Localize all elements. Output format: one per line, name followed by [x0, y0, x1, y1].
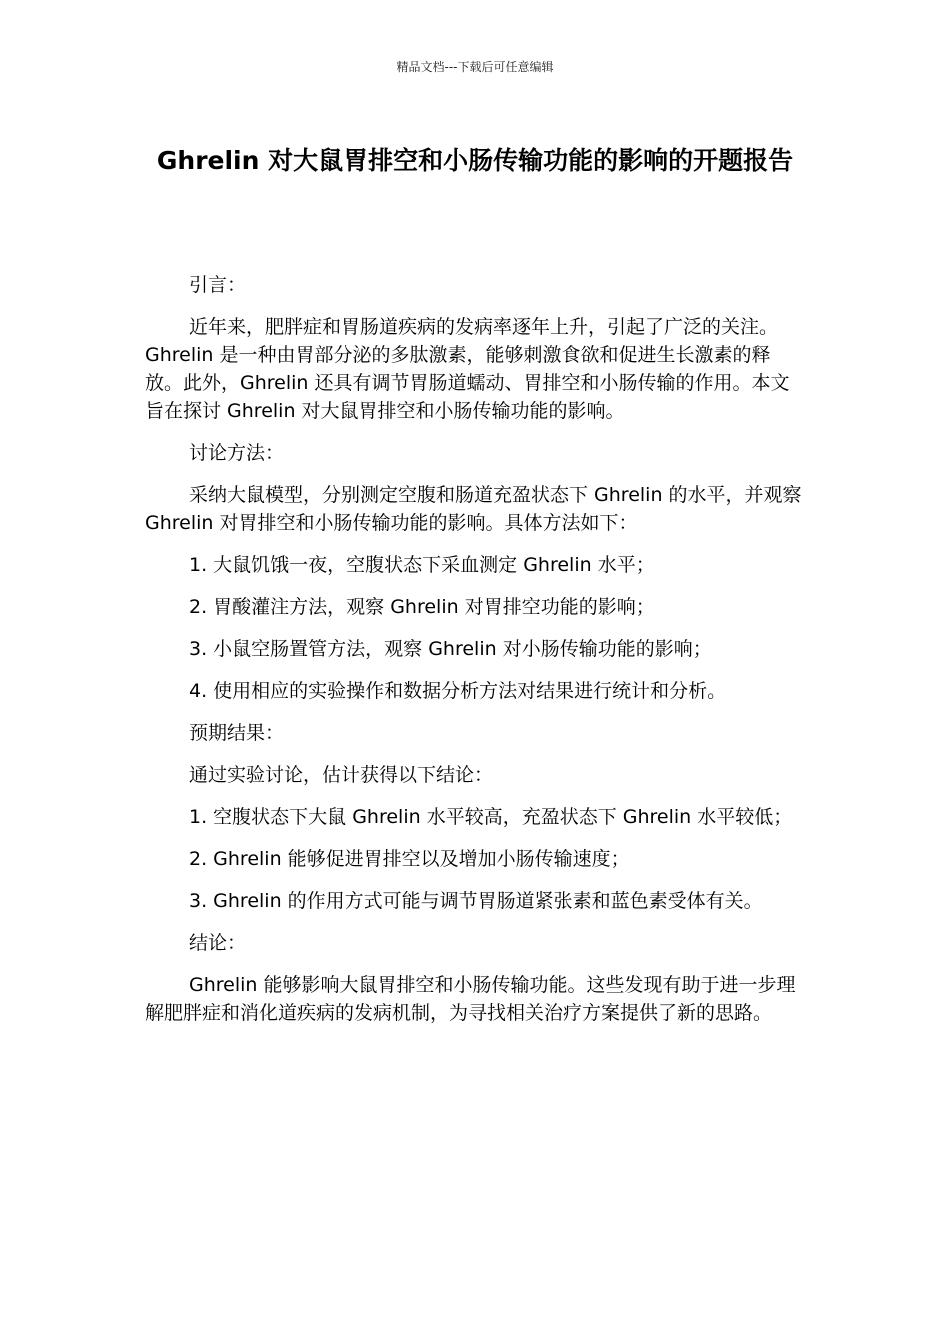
method-item: 1. 大鼠饥饿一夜，空腹状态下采血测定 Ghrelin 水平；	[189, 554, 655, 576]
expected-results-paragraph: 通过实验讨论，估计获得以下结论：	[189, 764, 494, 786]
intro-paragraph: 近年来，肥胖症和胃肠道疾病的发病率逐年上升，引起了广泛的关注。Ghrelin 是一种由胃部分泌的多肽激素，能够刺激食欲和促进生长激素的释放。此外，Ghrelin 还具有调节胃肠道蠕动、胃排空和小肠传输的作用。本文旨在探讨 Ghrelin 对大鼠胃排空和小肠传输功能的影响。	[145, 316, 790, 422]
result-item: 1. 空腹状态下大鼠 Ghrelin 水平较高，充盈状态下 Ghrelin 水平较低；	[189, 806, 793, 828]
download-note: 精品文档---下载后可任意编辑	[396, 60, 554, 74]
method-item: 4. 使用相应的实验操作和数据分析方法对结果进行统计和分析。	[189, 680, 727, 702]
conclusion-paragraph: Ghrelin 能够影响大鼠胃排空和小肠传输功能。这些发现有助于进一步理解肥胖症和消化道疾病的发病机制，为寻找相关治疗方案提供了新的思路。	[145, 974, 796, 1024]
section-heading-intro: 引言：	[189, 274, 247, 296]
section-heading-conclusion: 结论：	[189, 932, 247, 954]
section-heading-expected-results: 预期结果：	[189, 722, 285, 744]
section-heading-methods: 讨论方法：	[189, 442, 285, 464]
methods-paragraph: 采纳大鼠模型，分别测定空腹和肠道充盈状态下 Ghrelin 的水平，并观察 Ghrelin 对胃排空和小肠传输功能的影响。具体方法如下：	[145, 484, 802, 534]
document-body	[145, 271, 807, 1041]
method-item: 2. 胃酸灌注方法，观察 Ghrelin 对胃排空功能的影响；	[189, 596, 655, 618]
result-item: 2. Ghrelin 能够促进胃排空以及增加小肠传输速度；	[189, 848, 630, 870]
document-title: Ghrelin 对大鼠胃排空和小肠传输功能的影响的开题报告	[156, 146, 794, 175]
method-item: 3. 小鼠空肠置管方法，观察 Ghrelin 对小肠传输功能的影响；	[189, 638, 712, 660]
result-item: 3. Ghrelin 的作用方式可能与调节胃肠道紧张素和蓝色素受体有关。	[189, 890, 763, 912]
